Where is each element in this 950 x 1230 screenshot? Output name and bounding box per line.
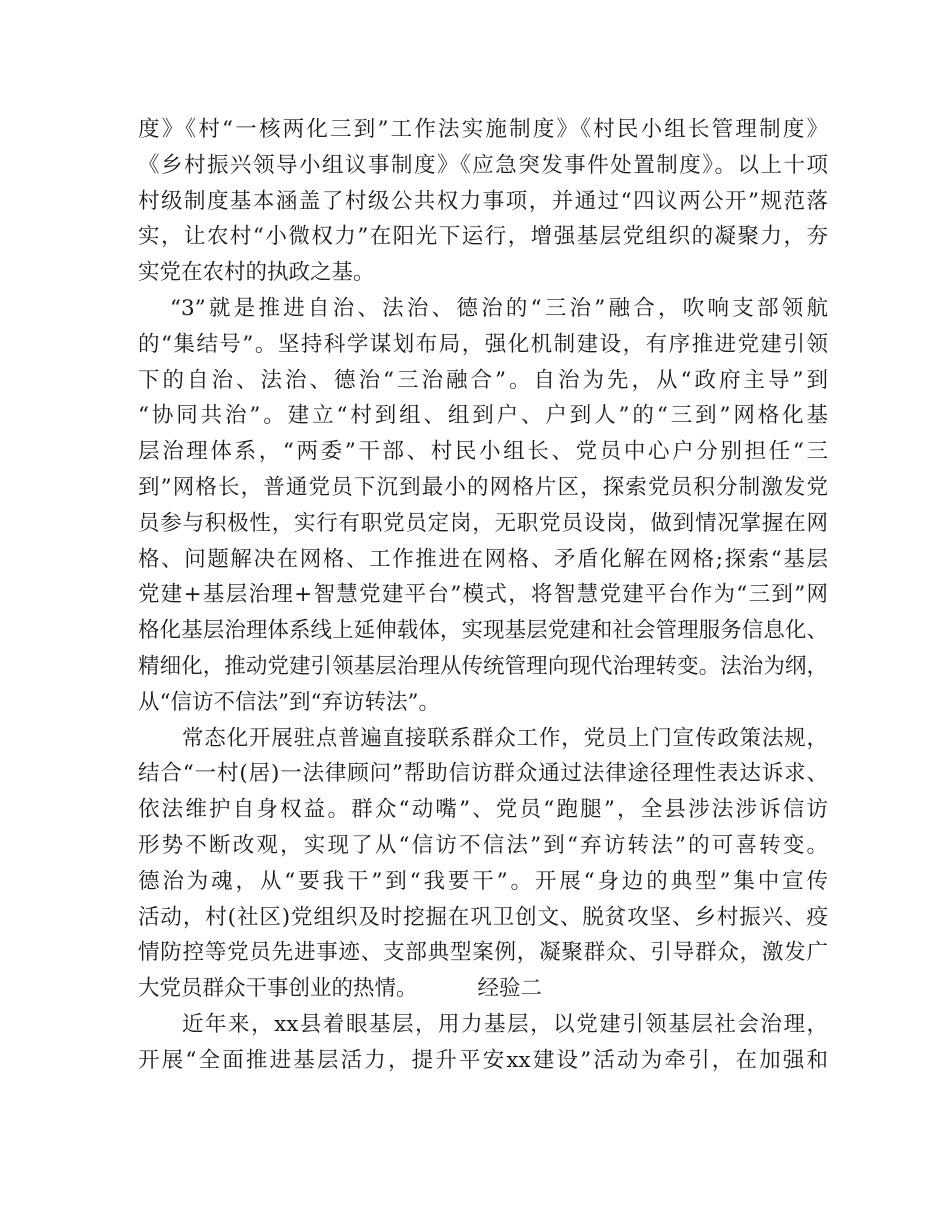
text-line: “协同共治”。建立“村到组、组到户、户到人”的“三到”网格化基 xyxy=(138,403,828,429)
paragraph-end-text: 大党员群众干事创业的热情。 xyxy=(138,976,418,1002)
text-line: 依法维护自身权益。群众“动嘴”、党员“跑腿”，全县涉法涉诉信访 xyxy=(138,797,828,823)
text-line: 度》《村“一核两化三到”工作法实施制度》《村民小组长管理制度》 xyxy=(138,117,828,142)
text-line: 形势不断改观，实现了从“信访不信法”到“弃访转法”的可喜转变。 xyxy=(138,832,828,858)
text-line xyxy=(138,971,828,1007)
text-line: 到”网格长，普通党员下沉到最小的网格片区，探索党员积分制激发党 xyxy=(138,474,828,500)
text-line: 《乡村振兴领导小组议事制度》《应急突发事件处置制度》。以上十项 xyxy=(138,152,828,178)
text-line: 结合“一村(居)一法律顾问”帮助信访群众通过法律途径理性表达诉求、 xyxy=(138,761,828,787)
text-line: 格、问题解决在网格、工作推进在网格、矛盾化解在网格;探索“基层 xyxy=(138,546,828,572)
text-line: 格化基层治理体系线上延伸载体，实现基层党建和社会管理服务信息化、 xyxy=(138,618,828,644)
text-line: 实党在农村的执政之基。 xyxy=(138,260,375,286)
body-text xyxy=(138,112,828,1079)
text-line: 开展“全面推进基层活力，提升平安xx建设”活动为牵引，在加强和 xyxy=(138,1047,828,1073)
text-line: 员参与积极性，实行有职党员定岗，无职党员设岗，做到情况掌握在网 xyxy=(138,510,828,536)
text-line: 的“集结号”。坚持科学谋划布局，强化机制建设，有序推进党建引领 xyxy=(138,331,828,357)
section-heading: 经验二 xyxy=(477,976,543,1002)
text-line: 精细化，推动党建引领基层治理从传统管理向现代治理转变。法治为纲， xyxy=(138,653,828,679)
text-line: 层治理体系，“两委”干部、村民小组长、党员中心户分别担任“三 xyxy=(138,439,828,465)
text-line: 活动，村(社区)党组织及时挖掘在巩卫创文、脱贫攻坚、乡村振兴、疫 xyxy=(138,904,828,930)
text-line: 常态化开展驻点普遍直接联系群众工作，党员上门宣传政策法规， xyxy=(182,725,828,751)
text-line: 村级制度基本涵盖了村级公共权力事项，并通过“四议两公开”规范落 xyxy=(138,188,828,214)
text-line: “3”就是推进自治、法治、德治的“三治”融合，吹响支部领航 xyxy=(170,295,828,321)
text-line: 德治为魂，从“要我干”到“我要干”。开展“身边的典型”集中宣传 xyxy=(138,868,828,894)
text-line: 党建+基层治理+智慧党建平台”模式，将智慧党建平台作为“三到”网 xyxy=(138,582,828,608)
text-line: 近年来，xx县着眼基层，用力基层，以党建引领基层社会治理， xyxy=(182,1011,828,1037)
text-line: 实，让农村“小微权力”在阳光下运行，增强基层党组织的凝聚力，夯 xyxy=(138,224,828,250)
text-line: 情防控等党员先进事迹、支部典型案例，凝聚群众、引导群众，激发广 xyxy=(138,940,828,966)
text-line: 下的自治、法治、德治“三治融合”。自治为先，从“政府主导”到 xyxy=(138,367,828,393)
text-line: 从“信访不信法”到“弃访转法”。 xyxy=(138,689,440,715)
